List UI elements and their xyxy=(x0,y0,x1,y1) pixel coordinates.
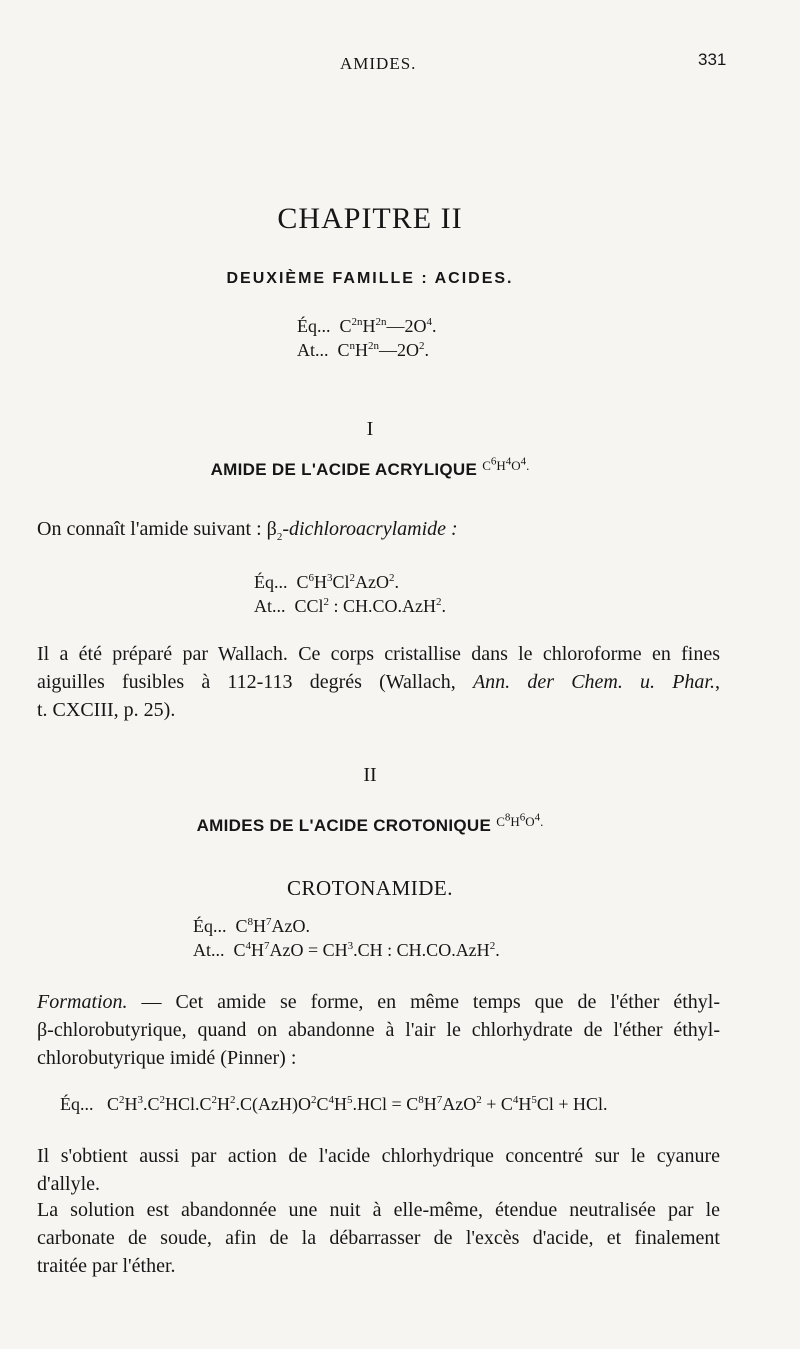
page-number: 331 xyxy=(698,50,727,69)
section-2-heading: AMIDES DE L'ACIDE CROTONIQUE $^{C^8H^6O^4.}$ xyxy=(196,811,544,835)
section-2-eq-formula: Éq... $C^8H^7AzO$. xyxy=(193,916,311,936)
section-1-paragraph: Il a été préparé par Wallach. Ce corps cristallise dans le chloroforme en fines aiguilles fusibles à 112-113 degrés (Wallach, Ann. der Chem. u. Phar., t. CXCIII, p. 25). xyxy=(37,643,720,721)
section-1-heading-formula: C6H4O4. xyxy=(482,455,530,473)
formation-label: Formation. xyxy=(37,991,128,1013)
section-2-heading-formula: C8H6O4. xyxy=(496,811,544,829)
famille-eq-formula: Éq... $C^{2n}H^{2n}—2O^4$. xyxy=(297,316,437,336)
formation-paragraph: Formation. — Cet amide se forme, en même temps que de l'éther éthyl- β-chlorobutyrique, quand on abandonne à l'air le chlorhydrate de l'éther éthyl- chlorobutyrique imidé (Pinner) : xyxy=(37,991,720,1069)
section-1-at-formula: At... CCl$^2$ : CH.CO.AzH$^2$. xyxy=(254,596,447,616)
reaction-equation: Éq... $C^2H^3.C^2HCl.C^2H^2.C(AzH)O^2C^4H^5.HCl = C^8H^7AzO^2 + C^4H^5Cl$ + HCl. xyxy=(60,1094,608,1114)
chapter-title: CHAPITRE II xyxy=(277,202,463,235)
section-2-subheading: CROTONAMIDE. xyxy=(286,876,454,900)
running-head: AMIDES. xyxy=(340,54,417,73)
section-1-intro: On connaît l'amide suivant : $\beta_2$-dichloroacrylamide : xyxy=(37,518,458,543)
section-1-heading: AMIDE DE L'ACIDE ACRYLIQUE $^{C^6H^4O^4.}$ xyxy=(210,455,530,479)
section-2-numeral: II xyxy=(363,764,377,786)
section-2-at-formula: At... $C^4H^7AzO = CH^3.CH$ : CH.CO.AzH$^2$. xyxy=(193,940,500,960)
famille-title: DEUXIÈME FAMILLE : ACIDES. xyxy=(226,270,514,287)
section-1-numeral: I xyxy=(366,418,374,440)
solution-paragraph: La solution est abandonnée une nuit à elle-même, étendue neutralisée par le carbonate de soude, afin de la débarrasser de l'excès d'acide, et finalement traitée par l'éther. xyxy=(37,1199,720,1277)
famille-at-formula: At... $C^nH^{2n}—2O^2$. xyxy=(297,340,430,360)
cyanure-paragraph: Il s'obtient aussi par action de l'acide chlorhydrique concentré sur le cyanure d'allyle. xyxy=(37,1145,720,1195)
section-1-eq-formula: Éq... $C^6H^3Cl^2AzO^2$. xyxy=(254,572,400,592)
